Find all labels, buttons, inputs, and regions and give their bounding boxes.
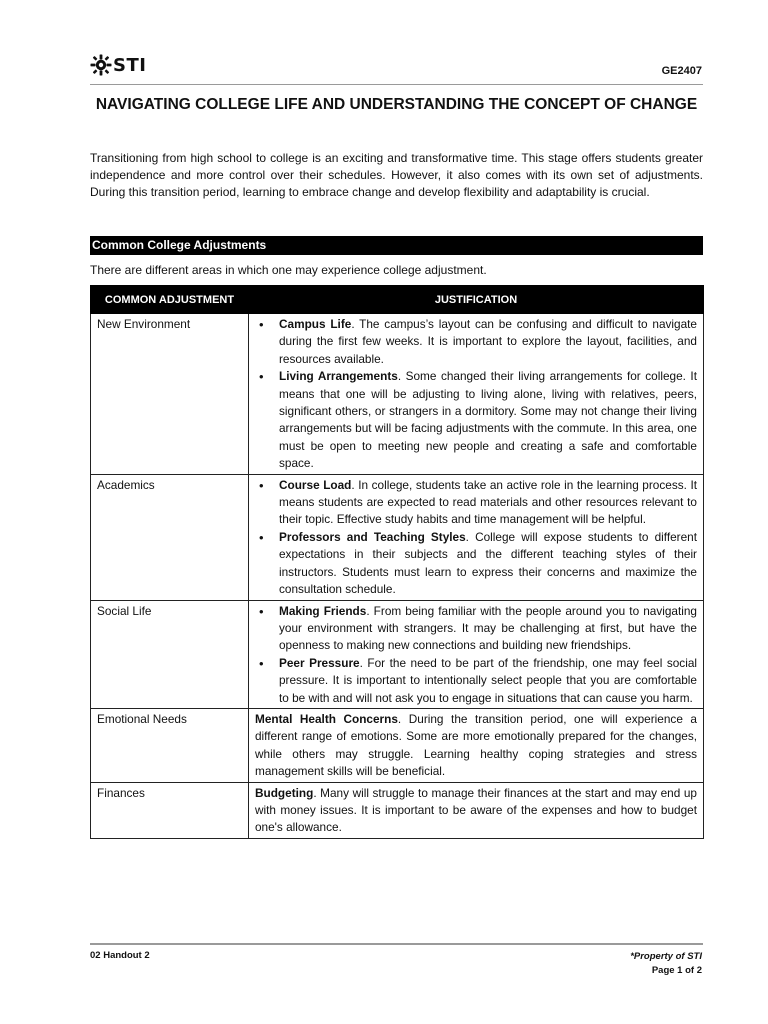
- row-justification: [249, 314, 704, 475]
- sti-logo: [90, 54, 146, 76]
- property-notice: *Property of STI: [630, 951, 702, 962]
- footer-divider: [90, 943, 703, 945]
- intro-paragraph: Transitioning from high school to college is an exciting and transformative time. This stage offers students greater independence and more control over their schedules. However, it also comes with its own set of adjustments. During this transition period, learning to embrace change and develop flexibility and adaptability is crucial.: [90, 151, 703, 200]
- row-justification: [249, 600, 704, 708]
- row-category: Academics: [91, 474, 249, 600]
- point-term: Making Friends: [279, 603, 367, 618]
- logo-wordmark: STI: [113, 54, 147, 76]
- adjustments-table: [90, 285, 704, 839]
- list-item: [255, 477, 697, 529]
- page-number: Page 1 of 2: [651, 965, 702, 976]
- point-text: . Some changed their living arrangements for college. It means that one will be adjusting to living alone, living with relatives, peers, significant others, or strangers in a dormitory. Some may not change their living arrangements but will be facing adjustments with the commute. In this area, one must be open to meeting new people and creating a safe and comfortable space.: [279, 369, 697, 471]
- table-row: [91, 474, 704, 600]
- footer-right: [630, 950, 702, 978]
- header-divider: [90, 84, 703, 85]
- handout-label: 02 Handout 2: [90, 950, 150, 961]
- sti-emblem-icon: [90, 54, 112, 76]
- point-term: Budgeting: [255, 785, 314, 800]
- point-term: Mental Health Concerns: [255, 711, 398, 726]
- list-item: [255, 529, 697, 599]
- point-text: . From being familiar with the people around you to navigating your environment with strangers. It may be challenging at first, but have the openness to making new connections and building new friendships.: [279, 603, 697, 653]
- column-header-adjustment: COMMON ADJUSTMENT: [91, 286, 249, 314]
- column-header-justification: JUSTIFICATION: [249, 286, 704, 314]
- point-term: Peer Pressure: [279, 655, 360, 670]
- section-heading: Common College Adjustments: [90, 236, 703, 255]
- point-term: Course Load: [279, 477, 352, 492]
- point-text: . During the transition period, one will experience a different range of emotions. Some are more emotionally prepared for the changes, while others may struggle. Learning healthy coping strategies and stress management skills will be beneficial.: [255, 711, 697, 779]
- point-term: Living Arrangements: [279, 369, 398, 384]
- point-term: Professors and Teaching Styles: [279, 529, 466, 544]
- row-category: New Environment: [91, 314, 249, 475]
- point-text: . The campus’s layout can be confusing and difficult to navigate during the first few weeks. It is important to explore the layout, facilities, and resources available.: [279, 317, 697, 366]
- table-row: [91, 782, 704, 838]
- page-header: [90, 52, 702, 86]
- row-justification: [249, 474, 704, 600]
- table-row: [91, 600, 704, 708]
- row-category: Finances: [91, 782, 249, 838]
- course-code: GE2407: [661, 65, 702, 77]
- list-item: [255, 655, 697, 707]
- point-text: . Many will struggle to manage their finances at the start and may end up with money issues. It is important to be aware of the expenses and how to budget one's allowance.: [255, 785, 697, 835]
- table-row: [91, 314, 704, 475]
- section-lead-text: There are different areas in which one may experience college adjustment.: [90, 263, 487, 277]
- row-category: Emotional Needs: [91, 708, 249, 782]
- point-text: . College will expose students to different expectations in their subjects and the different teaching styles of their instructors. Students must learn to express their concerns and maximize the consultation schedule.: [279, 529, 698, 597]
- row-category: Social Life: [91, 600, 249, 708]
- page-title: NAVIGATING COLLEGE LIFE AND UNDERSTANDING THE CONCEPT OF CHANGE: [95, 96, 698, 113]
- list-item: [255, 316, 697, 368]
- list-item: [255, 603, 697, 655]
- point-term: Campus Life: [279, 317, 352, 331]
- row-justification: [249, 782, 704, 838]
- list-item: [255, 368, 697, 472]
- row-justification: [249, 708, 704, 782]
- table-header-row: [91, 286, 704, 314]
- point-text: . In college, students take an active role in the learning process. It means students are expected to read materials and other resources relevant to their topic. Effective study habits and time management will be helpful.: [279, 477, 697, 527]
- table-row: [91, 708, 704, 782]
- point-text: . For the need to be part of the friendship, one may feel social pressure. It is important to intentionally select people that you are comfortable to be with and will not ask you to engage in situations that can cause you harm.: [279, 655, 698, 705]
